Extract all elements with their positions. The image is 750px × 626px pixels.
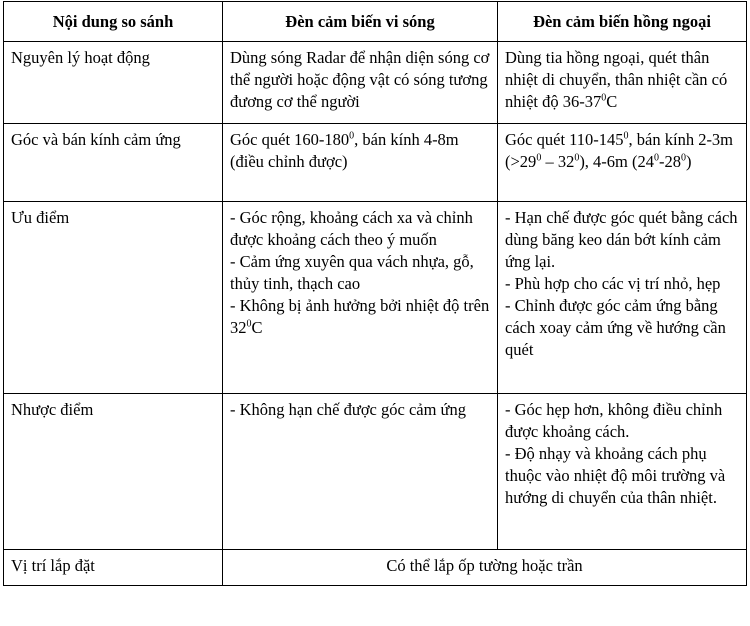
table-row	[4, 550, 747, 586]
cell-text: C	[606, 92, 618, 111]
table-row	[4, 42, 747, 124]
cell-text: C	[251, 318, 263, 337]
microwave-cell	[223, 124, 498, 202]
cell-text: Góc quét 160-180	[230, 130, 350, 149]
infrared-cell	[498, 42, 747, 124]
infrared-cell	[498, 124, 747, 202]
list-item: - Cảm ứng xuyên qua vách nhựa, gỗ, thủy tinh, thạch cao	[230, 252, 474, 293]
cell-text: ), 4-6m (24	[579, 152, 655, 171]
list-item	[230, 295, 490, 339]
degree-superscript: 0	[246, 318, 252, 330]
cell-text: - Không bị ảnh hưởng bởi nhiệt độ trên 32	[230, 296, 490, 337]
list-item: - Hạn chế được góc quét bằng cách dùng băng keo dán bớt kính cảm ứng lại.	[505, 208, 738, 271]
list-item: - Độ nhạy và khoảng cách phụ thuộc vào nhiệt độ môi trường và hướng di chuyển của thân nhiệt.	[505, 444, 726, 507]
cell-text: , bán kính 2-3m (>29	[505, 130, 734, 171]
merged-cell: Có thể lắp ốp tường hoặc trần	[223, 550, 747, 586]
microwave-cell: Dùng sóng Radar để nhận diện sóng cơ thể người hoặc động vật có sóng tương đương cơ thể người	[223, 42, 498, 124]
degree-superscript: 0	[536, 152, 542, 164]
degree-superscript: 0	[654, 152, 660, 164]
degree-superscript: 0	[349, 130, 355, 142]
header-infrared: Đèn cảm biến hồng ngoại	[498, 2, 747, 42]
microwave-cell	[223, 202, 498, 394]
row-label: Nhược điểm	[4, 394, 223, 550]
list-item: - Không hạn chế được góc cảm ứng	[230, 400, 466, 419]
cell-text: Góc quét 110-145	[505, 130, 624, 149]
header-criteria: Nội dung so sánh	[4, 2, 223, 42]
degree-superscript: 0	[623, 130, 629, 142]
header-row	[4, 2, 747, 42]
cell-text: – 32	[541, 152, 575, 171]
cell-text: )	[686, 152, 692, 171]
infrared-cell	[498, 394, 747, 550]
comparison-table	[3, 1, 747, 586]
cell-text: , bán kính 4-8m (điều chỉnh được)	[230, 130, 459, 171]
header-microwave: Đèn cảm biến vi sóng	[223, 2, 498, 42]
cell-text: -28	[659, 152, 682, 171]
cell-text: Dùng tia hồng ngoại, quét thân nhiệt di chuyển, thân nhiệt cần có nhiệt độ 36-37	[505, 48, 728, 111]
table-row	[4, 124, 747, 202]
row-label: Ưu điểm	[4, 202, 223, 394]
table-row	[4, 202, 747, 394]
list-item: - Phù hợp cho các vị trí nhỏ, hẹp	[505, 274, 721, 293]
microwave-cell	[223, 394, 498, 550]
table-row	[4, 394, 747, 550]
list-item: - Góc hẹp hơn, không điều chỉnh được khoảng cách.	[505, 400, 723, 441]
row-label: Góc và bán kính cảm ứng	[4, 124, 223, 202]
row-label: Nguyên lý hoạt động	[4, 42, 223, 124]
list-item: - Chỉnh được góc cảm ứng bằng cách xoay cảm ứng về hướng cần quét	[505, 296, 726, 359]
list-item: - Góc rộng, khoảng cách xa và chỉnh được khoảng cách theo ý muốn	[230, 208, 473, 249]
degree-superscript: 0	[574, 152, 580, 164]
degree-superscript: 0	[681, 152, 687, 164]
row-label: Vị trí lắp đặt	[4, 550, 223, 586]
degree-superscript: 0	[601, 92, 607, 104]
infrared-cell	[498, 202, 747, 394]
